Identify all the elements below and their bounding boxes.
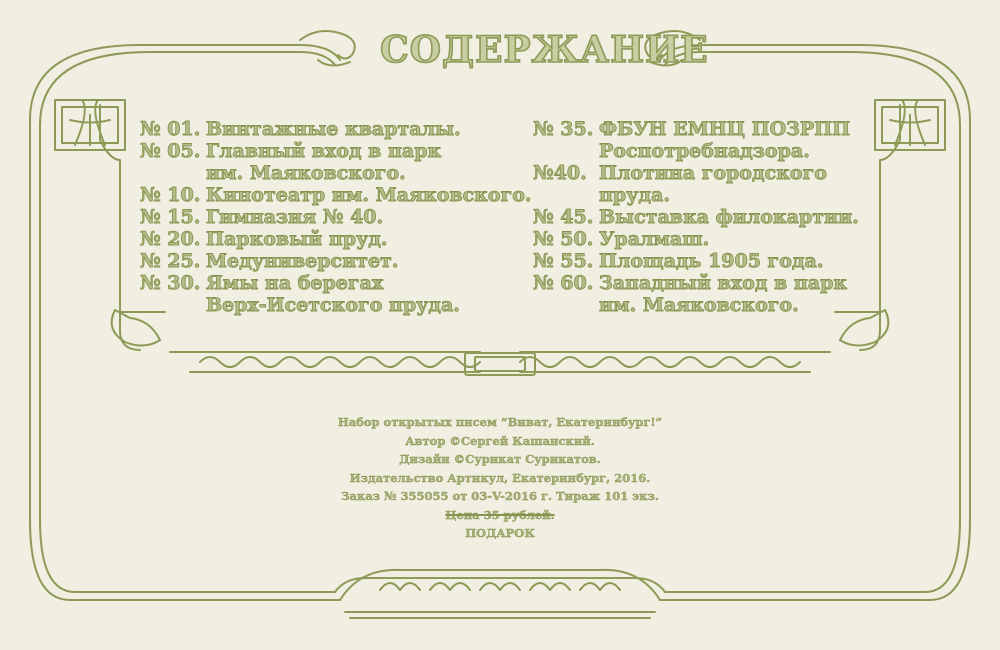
imprint-author: Автор ©Сергей Кашанский. — [405, 433, 595, 448]
item-title-continued: им. Маяковского. — [599, 294, 799, 316]
contents-item — [140, 118, 540, 140]
lotus-left-ornament — [55, 100, 125, 150]
item-title: ФБУН ЕМНЦ ПОЗРПП — [599, 118, 851, 140]
item-number: № 10. — [140, 184, 201, 206]
item-title: Главный вход в парк — [206, 140, 442, 162]
top-left-connector — [140, 45, 340, 65]
item-title: Медуниверситет. — [206, 250, 399, 272]
item-number: № 15. — [140, 206, 201, 228]
item-title: Ямы на берегах — [206, 272, 384, 294]
item-number: № 60. — [533, 272, 594, 294]
imprint-design: Дизайн ©Сурикат Сурикатов. — [399, 452, 601, 466]
item-number: № 50. — [533, 228, 594, 250]
contents-item — [140, 272, 540, 316]
item-title: Площадь 1905 года. — [599, 250, 824, 272]
item-title: Уралмаш. — [599, 228, 710, 250]
item-title: Выставка филокартии. — [599, 206, 859, 228]
bottom-ornament-hearts — [380, 583, 620, 590]
contents-item — [533, 162, 873, 206]
item-number: № 35. — [533, 118, 594, 140]
contents-item — [533, 250, 873, 272]
item-number: № 55. — [533, 250, 594, 272]
contents-item — [533, 118, 873, 162]
item-number: № 01. — [140, 118, 201, 140]
contents-item — [140, 140, 540, 184]
item-number: № 45. — [533, 206, 594, 228]
lotus-right-ornament — [875, 100, 945, 150]
title-swirl-left — [300, 31, 355, 66]
contents-right-column — [533, 118, 873, 316]
item-title: Винтажные кварталы. — [206, 118, 461, 140]
contents-item — [533, 228, 873, 250]
contents-left-column — [140, 118, 540, 316]
contents-item — [140, 250, 540, 272]
item-number: № 25. — [140, 250, 201, 272]
imprint-publisher: Издательство Артикул, Екатеринбург, 2016. — [349, 470, 651, 485]
bottom-ornament-base — [345, 612, 655, 618]
item-title: Парковый пруд. — [206, 228, 388, 250]
item-number: № 30. — [140, 272, 201, 294]
contents-item — [533, 272, 873, 316]
imprint-order: Заказ № 355055 от 03-V-2016 г. Тираж 101 экз. — [341, 489, 659, 503]
item-title-continued: Роспотребнадзора. — [599, 140, 810, 162]
item-title: Западный вход в парк — [599, 272, 848, 294]
contents-item — [140, 206, 540, 228]
imprint-series: Набор открытых писем “Виват, Екатеринбург!” — [337, 415, 663, 429]
contents-item — [140, 184, 540, 206]
item-title-continued: Верх-Исетского пруда. — [206, 294, 460, 316]
item-number: № 20. — [140, 228, 201, 250]
page-title: СОДЕРЖАНИЕ — [380, 29, 709, 71]
item-number: №40. — [533, 162, 587, 184]
item-number: № 05. — [140, 140, 201, 162]
middle-band-waves — [200, 357, 800, 367]
imprint-gift: ПОДАРОК — [465, 526, 535, 540]
imprint-block — [250, 413, 750, 543]
item-title: Кинотеатр им. Маяковского. — [206, 184, 532, 206]
item-title-continued: пруда. — [599, 184, 670, 206]
imprint-price: Цена 35 рублей. — [445, 507, 555, 522]
contents-item — [140, 228, 540, 250]
item-title: Гимназия № 40. — [206, 206, 384, 228]
contents-item — [533, 206, 873, 228]
middle-band-center-inner — [475, 357, 525, 371]
item-title-continued: им. Маяковского. — [206, 162, 406, 184]
item-title: Плотина городского — [599, 162, 827, 184]
